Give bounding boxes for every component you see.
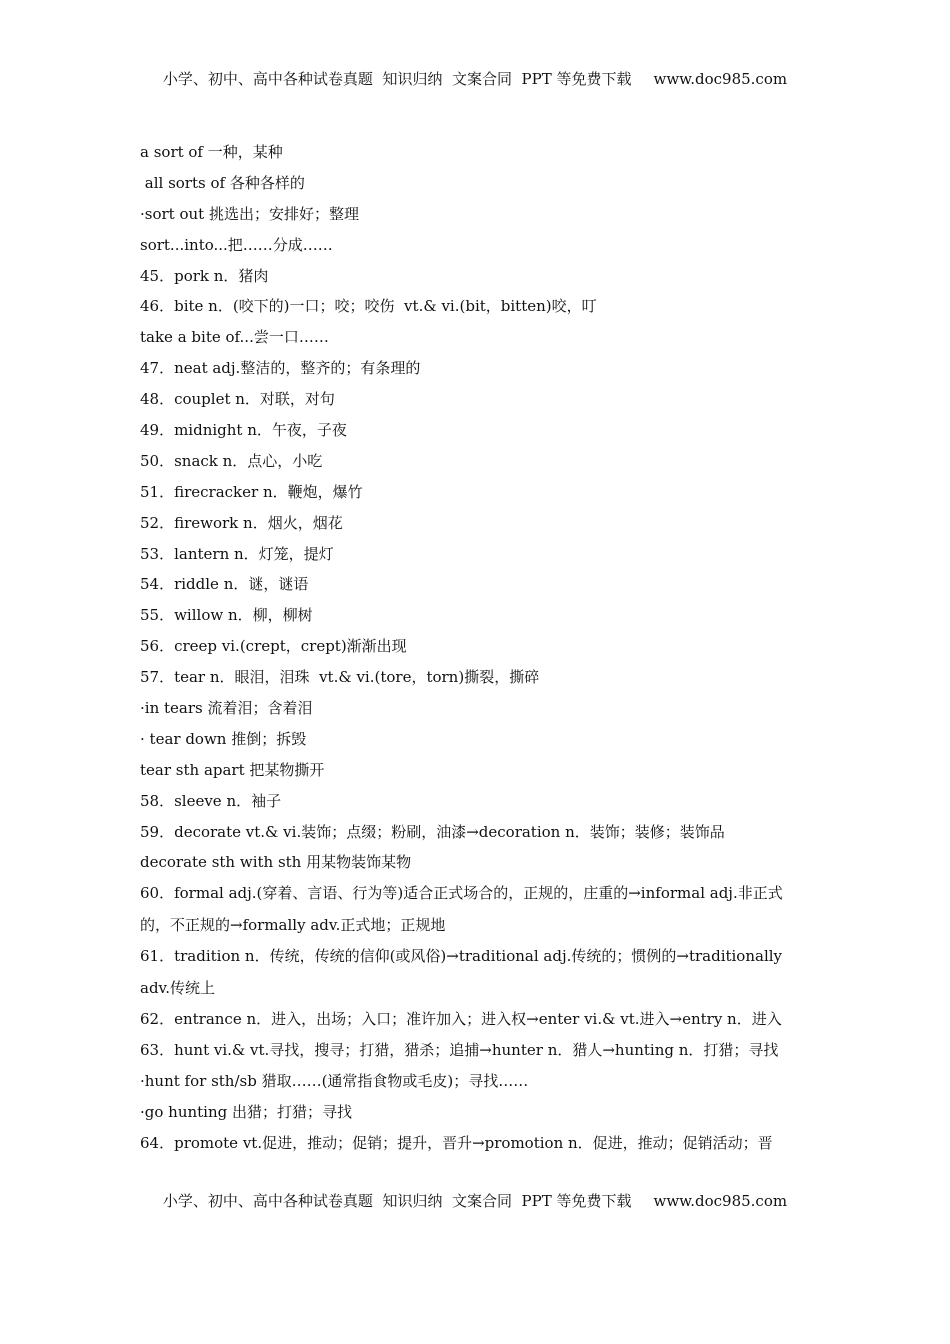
list-item: all sorts of 各种各样的 bbox=[140, 173, 305, 192]
list-item: ·in tears 流着泪；含着泪 bbox=[140, 699, 313, 718]
list-item: 55．willow n．柳，柳树 bbox=[140, 606, 313, 625]
list-item: sort...into...把……分成…… bbox=[140, 235, 333, 254]
list-item: 45．pork n．猪肉 bbox=[140, 266, 269, 285]
list-item: 48．couplet n．对联，对句 bbox=[140, 390, 335, 409]
footer-site-link[interactable]: www.doc985.com bbox=[653, 1192, 788, 1210]
footer-text: 小学、初中、高中各种试卷真题 知识归纳 文案合同 PPT 等免费下载 bbox=[162, 1192, 632, 1210]
list-item: decorate sth with sth 用某物装饰某物 bbox=[140, 853, 412, 872]
list-item: 50．snack n．点心，小吃 bbox=[140, 451, 323, 470]
list-item: 64．promote vt.促进，推动；促销；提升，晋升→promotion n．促进，推动；促销活动；晋 bbox=[140, 1133, 773, 1152]
list-item: 62．entrance n．进入，出场；入口；准许加入；进入权→enter vi.& vt.进入→entry n．进入 bbox=[140, 1010, 782, 1029]
list-item: ·go hunting 出猎；打猎；寻找 bbox=[140, 1103, 353, 1122]
list-item: 51．firecracker n．鞭炮，爆竹 bbox=[140, 482, 363, 501]
vocabulary-list bbox=[140, 142, 812, 1164]
list-item: 54．riddle n．谜，谜语 bbox=[140, 575, 309, 594]
list-item: a sort of 一种，某种 bbox=[140, 143, 283, 161]
list-item: 58．sleeve n．袖子 bbox=[140, 791, 282, 810]
list-item: 53．lantern n．灯笼，提灯 bbox=[140, 544, 334, 563]
list-item: tear sth apart 把某物撕开 bbox=[140, 760, 325, 779]
list-item: 56．creep vi.(crept，crept)渐渐出现 bbox=[140, 637, 407, 656]
list-item: 57．tear n．眼泪，泪珠 vt.& vi.(tore，torn)撕裂，撕碎 bbox=[140, 668, 540, 687]
header-text: 小学、初中、高中各种试卷真题 知识归纳 文案合同 PPT 等免费下载 bbox=[162, 70, 632, 88]
list-item: 63．hunt vi.& vt.寻找，搜寻；打猎，猎杀；追捕→hunter n．猎人→hunting n．打猎；寻找 bbox=[140, 1041, 779, 1060]
list-item: ·sort out 挑选出；安排好；整理 bbox=[140, 204, 359, 223]
list-item: 46．bite n．(咬下的)一口；咬；咬伤 vt.& vi.(bit，bitten)咬，叮 bbox=[140, 297, 597, 316]
list-item: 60．formal adj.(穿着、言语、行为等)适合正式场合的，正规的，庄重的→informal adj.非正式的，不正规的→formally adv.正式地；正规地 bbox=[140, 884, 783, 935]
header-site-link[interactable]: www.doc985.com bbox=[653, 70, 788, 88]
list-item: 59．decorate vt.& vi.装饰；点缀；粉刷，油漆→decoration n．装饰；装修；装饰品 bbox=[140, 822, 725, 841]
list-item: 61．tradition n．传统，传统的信仰(或风俗)→traditional adj.传统的；惯例的→traditionally adv.传统上 bbox=[140, 947, 783, 998]
list-item: ·hunt for sth/sb 猎取……(通常指食物或毛皮)；寻找…… bbox=[140, 1072, 529, 1091]
list-item: take a bite of...尝一口…… bbox=[140, 328, 329, 347]
list-item: 49．midnight n．午夜，子夜 bbox=[140, 421, 347, 440]
list-item: 47．neat adj.整洁的，整齐的；有条理的 bbox=[140, 359, 421, 378]
page-header bbox=[0, 68, 950, 89]
list-item: · tear down 推倒；拆毁 bbox=[140, 729, 307, 748]
page-footer bbox=[0, 1190, 950, 1211]
list-item: 52．firework n．烟火，烟花 bbox=[140, 513, 343, 532]
